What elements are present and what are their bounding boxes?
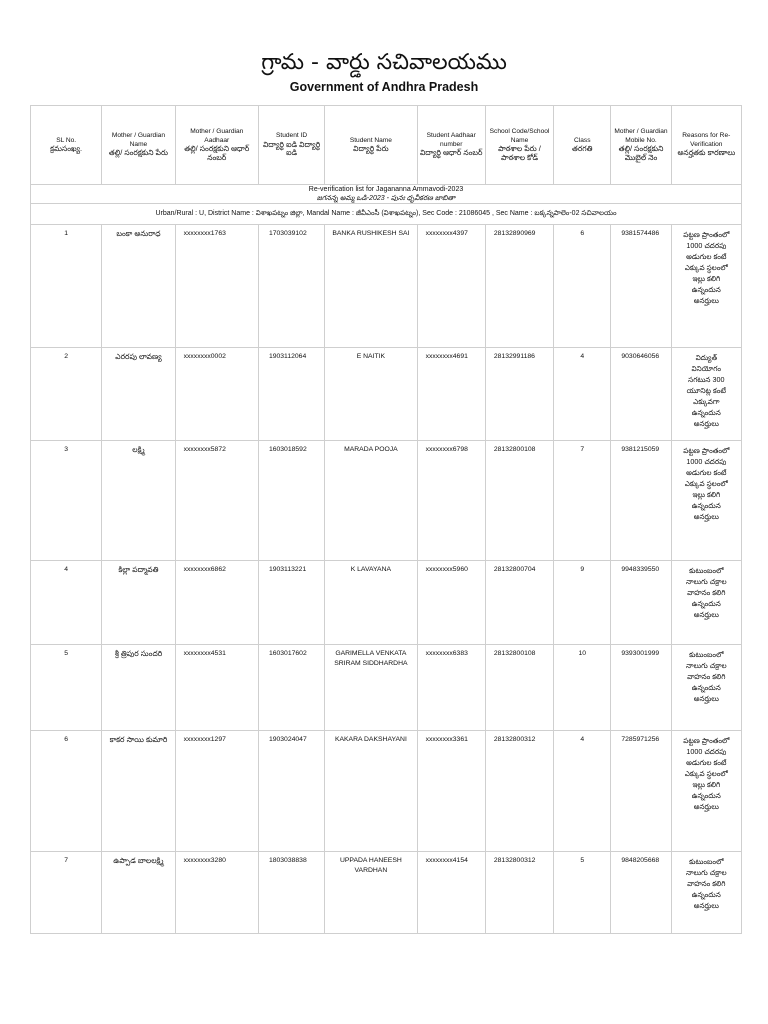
student-name-cell: BANKA RUSHIKESH SAI xyxy=(325,225,417,348)
student-aadhaar-cell: xxxxxxxx5960 xyxy=(417,561,485,645)
col-mobile-header xyxy=(611,106,671,185)
sl-no-cell: 5 xyxy=(31,645,102,731)
sl-no-cell: 2 xyxy=(31,348,102,441)
col-class-header-telugu: తరగతి xyxy=(571,144,593,153)
mother-name-cell: కాకర సాయి కుమారి xyxy=(102,731,175,852)
student-aadhaar-cell: xxxxxxxx6383 xyxy=(417,645,485,731)
col-student-name-header-telugu: విద్యార్థి పేరు xyxy=(353,144,389,153)
student-id-cell: 1903024047 xyxy=(258,731,324,852)
col-mother-name-header-telugu: తల్లి/ సంరక్షకుని పేరు xyxy=(108,148,169,158)
col-student-id-header xyxy=(258,106,324,185)
col-mother-aadhaar-header-telugu: తల్లి/ సంరక్షకుని ఆధార్ నంబర్ xyxy=(184,144,250,162)
page-title-english: Government of Andhra Pradesh xyxy=(289,80,479,94)
mother-name-cell: ఉప్పాడ బాలలక్ష్మి xyxy=(102,852,175,934)
col-mother-name-header-english: Mother / Guardian Name xyxy=(111,132,166,148)
col-student-id-header-telugu: విద్యార్థి ఐడి విద్యార్థి ఐడి xyxy=(262,139,321,158)
col-student-name-header-english: Student Name xyxy=(349,136,392,144)
table-row xyxy=(31,441,742,561)
school-code-cell: 28132800108 xyxy=(485,645,553,731)
col-reason-header xyxy=(671,106,741,185)
col-mother-aadhaar-header-english: Mother / Guardian Aadhaar xyxy=(190,128,244,144)
reason-cell: పట్టణ ప్రాంతంలో 1000 చదరపు అడుగుల కంటే ఎక్కువ స్థలంలో ఇల్లు కలిగి ఉన్నందున అనర్హులు xyxy=(671,441,741,561)
page-title-telugu: గ్రామ - వార్డు సచివాలయము xyxy=(261,50,507,75)
student-name-cell: E NAITIK xyxy=(325,348,417,441)
mobile-cell: 9948339550 xyxy=(611,561,671,645)
reason-cell: విద్యుత్ వినియోగం సగటున 300 యూనిట్ల కంటే ఎక్కువగా ఉన్నందున అనర్హులు xyxy=(671,348,741,441)
col-student-aadhaar-header-english: Student Aadhaar number xyxy=(426,132,476,148)
reason-cell: కుటుంబంలో నాలుగు చక్రాల వాహనం కలిగి ఉన్నందున అనర్హులు xyxy=(671,852,741,934)
student-id-cell: 1903113221 xyxy=(258,561,324,645)
reason-cell: కుటుంబంలో నాలుగు చక్రాల వాహనం కలిగి ఉన్నందున అనర్హులు xyxy=(671,645,741,731)
col-student-id-header-english: Student ID xyxy=(275,132,308,140)
mobile-cell: 9393001999 xyxy=(611,645,671,731)
student-name-cell: KAKARA DAKSHAYANI xyxy=(325,731,417,852)
col-mother-aadhaar-header xyxy=(175,106,258,185)
student-aadhaar-cell: xxxxxxxx4154 xyxy=(417,852,485,934)
sl-no-cell: 1 xyxy=(31,225,102,348)
col-student-name-header xyxy=(325,106,417,185)
col-class-header-english: Class xyxy=(574,136,591,144)
mother-name-cell: కిల్లా పద్మావతి xyxy=(102,561,175,645)
mother-aadhaar-cell: xxxxxxxx6862 xyxy=(175,561,258,645)
col-sl-no-header xyxy=(31,106,102,185)
student-aadhaar-cell: xxxxxxxx4397 xyxy=(417,225,485,348)
student-id-cell: 1603017602 xyxy=(258,645,324,731)
class-cell: 5 xyxy=(554,852,611,934)
table-row xyxy=(31,852,742,934)
mother-aadhaar-cell: xxxxxxxx4531 xyxy=(175,645,258,731)
mother-aadhaar-cell: xxxxxxxx5872 xyxy=(175,441,258,561)
class-cell: 4 xyxy=(554,348,611,441)
table-body xyxy=(31,225,742,934)
student-name-cell: GARIMELLA VENKATA SRIRAM SIDDHARDHA xyxy=(325,645,417,731)
student-id-cell: 1703039102 xyxy=(258,225,324,348)
class-cell: 9 xyxy=(554,561,611,645)
table-row xyxy=(31,225,742,348)
sl-no-cell: 6 xyxy=(31,731,102,852)
table-header xyxy=(31,106,742,185)
col-class-header xyxy=(554,106,611,185)
class-cell: 7 xyxy=(554,441,611,561)
reason-cell: కుటుంబంలో నాలుగు చక్రాల వాహనం కలిగి ఉన్నందున అనర్హులు xyxy=(671,561,741,645)
col-sl-no-header-telugu: క్రమసంఖ్య. xyxy=(50,144,83,153)
mother-name-cell: శ్రీ త్రిపుర సుందరి xyxy=(102,645,175,731)
table-row xyxy=(31,348,742,441)
col-school-code-header-telugu: పాఠశాల పేరు / పాఠశాల కోడ్ xyxy=(498,144,541,162)
school-code-cell: 28132800312 xyxy=(485,852,553,934)
student-id-cell: 1903112064 xyxy=(258,348,324,441)
table-row xyxy=(31,731,742,852)
school-code-cell: 28132991186 xyxy=(485,348,553,441)
student-aadhaar-cell: xxxxxxxx3361 xyxy=(417,731,485,852)
col-reason-header-telugu: అనర్హతకు కారణాలు xyxy=(677,148,736,158)
mobile-cell: 9381574486 xyxy=(611,225,671,348)
col-mobile-header-telugu: తల్లి/ సంరక్షకుని మొబైల్ నెం xyxy=(618,144,664,162)
location-meta: Urban/Rural : U, District Name : విశాఖపట్నం జిల్లా, Mandal Name : జీవీఎంసీ (విశాఖపట్నం), Sec Code : 21086045 , Sec Name : బక్కన్నపాలెం-02 సచివాలయం xyxy=(31,204,742,225)
school-code-cell: 28132890969 xyxy=(485,225,553,348)
sl-no-cell: 3 xyxy=(31,441,102,561)
student-name-cell: UPPADA HANEESH VARDHAN xyxy=(325,852,417,934)
col-mobile-header-english: Mother / Guardian Mobile No. xyxy=(614,128,668,144)
mobile-cell: 9030646056 xyxy=(611,348,671,441)
list-caption-telugu: జగనన్న అమ్మ ఒడి-2023 - పునః ధృవీకరణ జాబితా xyxy=(316,195,456,202)
mobile-cell: 9381215059 xyxy=(611,441,671,561)
mobile-cell: 9848205668 xyxy=(611,852,671,934)
col-student-aadhaar-header xyxy=(417,106,485,185)
table-row xyxy=(31,645,742,731)
mother-aadhaar-cell: xxxxxxxx3280 xyxy=(175,852,258,934)
table-row xyxy=(31,561,742,645)
school-code-cell: 28132800704 xyxy=(485,561,553,645)
student-id-cell: 1603018592 xyxy=(258,441,324,561)
mobile-cell: 7285971256 xyxy=(611,731,671,852)
mother-aadhaar-cell: xxxxxxxx1763 xyxy=(175,225,258,348)
list-caption-english: Re-verification list for Jagananna Ammavodi-2023 xyxy=(308,186,464,193)
student-aadhaar-cell: xxxxxxxx6798 xyxy=(417,441,485,561)
reason-cell: పట్టణ ప్రాంతంలో 1000 చదరపు అడుగుల కంటే ఎక్కువ స్థలంలో ఇల్లు కలిగి ఉన్నందున అనర్హులు xyxy=(671,731,741,852)
school-code-cell: 28132800108 xyxy=(485,441,553,561)
col-student-aadhaar-header-telugu: విద్యార్థి ఆధార్ నంబర్ xyxy=(419,148,483,158)
student-name-cell: MARADA POOJA xyxy=(325,441,417,561)
sl-no-cell: 7 xyxy=(31,852,102,934)
list-caption xyxy=(31,185,742,204)
mother-name-cell: లక్ష్మి xyxy=(102,441,175,561)
col-school-code-header xyxy=(485,106,553,185)
student-id-cell: 1803038838 xyxy=(258,852,324,934)
school-code-cell: 28132800312 xyxy=(485,731,553,852)
mother-aadhaar-cell: xxxxxxxx1297 xyxy=(175,731,258,852)
student-aadhaar-cell: xxxxxxxx4691 xyxy=(417,348,485,441)
mother-aadhaar-cell: xxxxxxxx0002 xyxy=(175,348,258,441)
col-mother-name-header xyxy=(102,106,175,185)
col-reason-header-english: Reasons for Re-Verification xyxy=(682,132,731,148)
sl-no-cell: 4 xyxy=(31,561,102,645)
class-cell: 6 xyxy=(554,225,611,348)
col-sl-no-header-english: SL No. xyxy=(56,136,77,144)
student-name-cell: K LAVAYANA xyxy=(325,561,417,645)
col-school-code-header-english: School Code/School Name xyxy=(489,128,550,144)
mother-name-cell: ఎరరపు లావణ్య xyxy=(102,348,175,441)
mother-name-cell: బంకా అనురాధ xyxy=(102,225,175,348)
class-cell: 4 xyxy=(554,731,611,852)
reason-cell: పట్టణ ప్రాంతంలో 1000 చదరపు అడుగుల కంటే ఎక్కువ స్థలంలో ఇల్లు కలిగి ఉన్నందున అనర్హులు xyxy=(671,225,741,348)
class-cell: 10 xyxy=(554,645,611,731)
verification-table xyxy=(30,105,742,934)
